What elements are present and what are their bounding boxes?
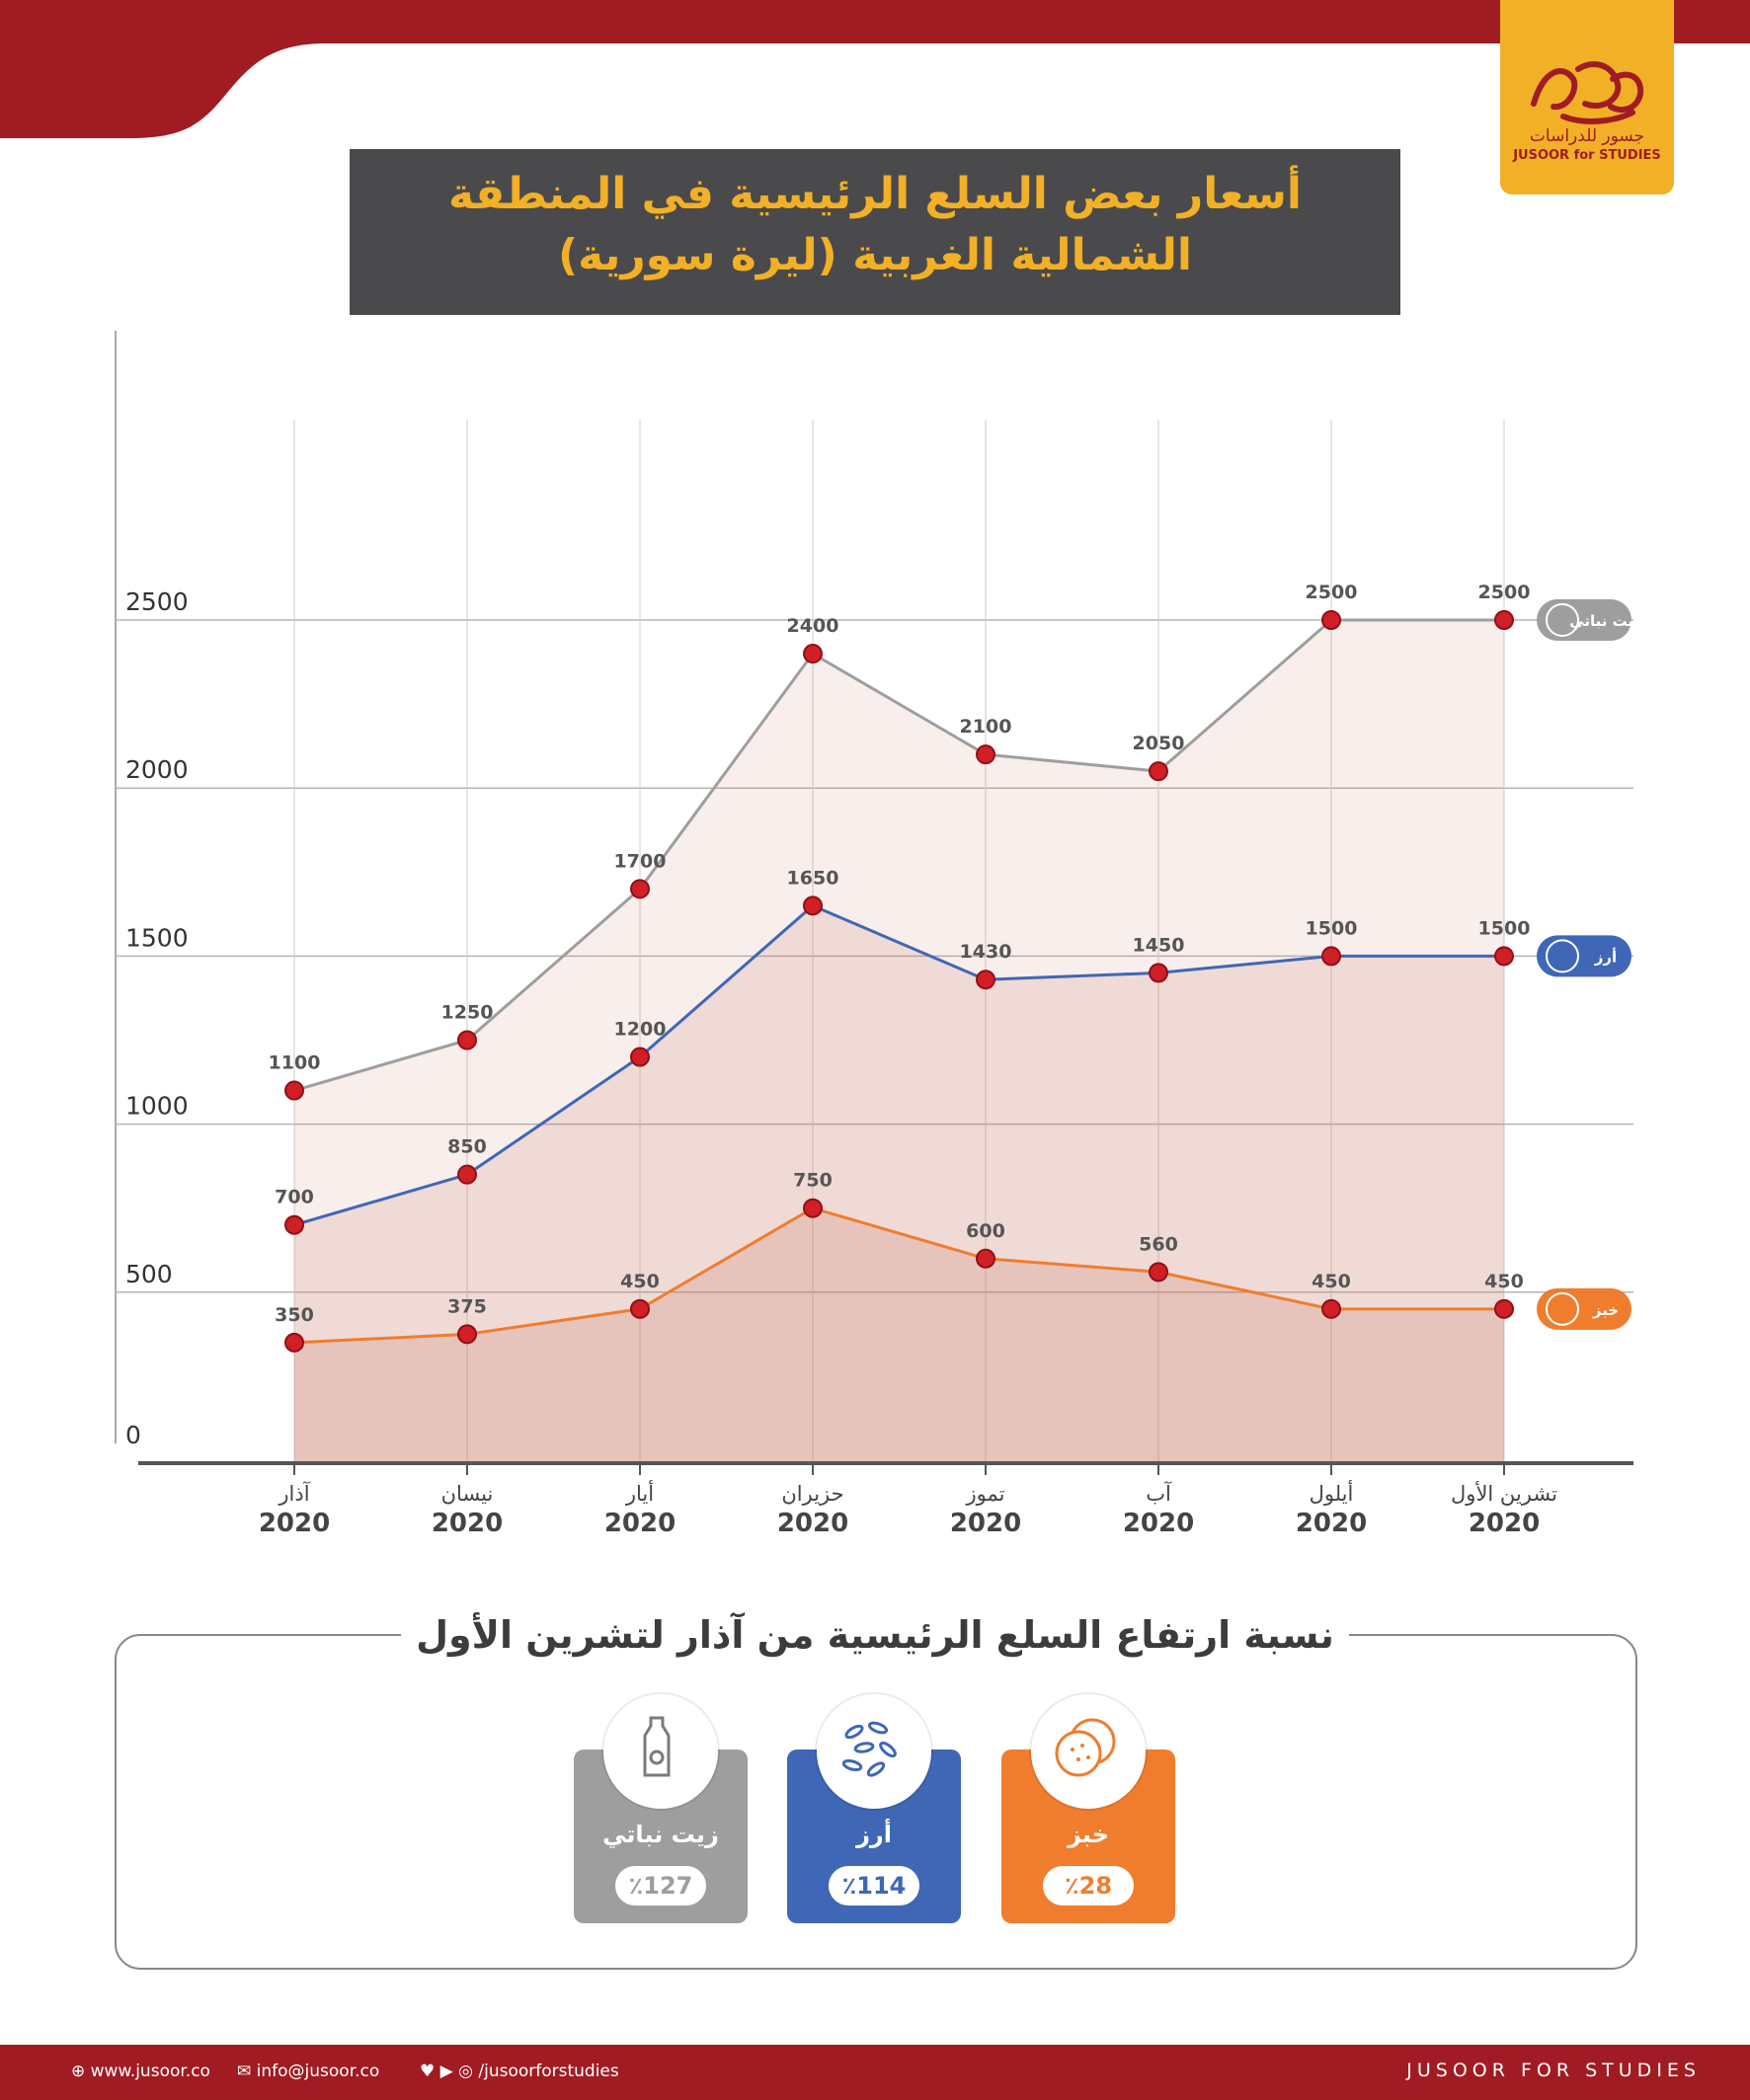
- data-point: [1150, 964, 1167, 981]
- x-tick-year: 2020: [1295, 1509, 1368, 1538]
- x-tick-year: 2020: [1122, 1509, 1195, 1538]
- data-point: [285, 1082, 303, 1100]
- legend-item: [1537, 599, 1642, 641]
- data-label: 450: [620, 1270, 660, 1292]
- logo-name-en: JUSOOR for STUDIES: [1513, 148, 1661, 163]
- data-label: 2500: [1477, 582, 1531, 603]
- card-percent: ٪127: [615, 1866, 706, 1906]
- y-tick-label: 0: [125, 1421, 141, 1449]
- data-label: 2050: [1132, 733, 1185, 755]
- logo[interactable]: [1500, 0, 1674, 194]
- data-label: 850: [447, 1135, 487, 1158]
- mail-icon: ✉: [237, 2061, 252, 2081]
- legend-item: [1537, 1288, 1631, 1330]
- legend-pill: [1537, 935, 1631, 976]
- data-label: 2500: [1305, 582, 1358, 603]
- card-percent: ٪28: [1043, 1866, 1134, 1906]
- logo-name-ar: جسور للدراسات: [1529, 126, 1645, 146]
- data-label: 1700: [613, 850, 667, 873]
- data-point: [1322, 611, 1340, 629]
- data-point: [631, 1049, 649, 1066]
- data-label: 560: [1139, 1233, 1178, 1256]
- chart-title-box: [350, 149, 1400, 315]
- data-point: [631, 1300, 649, 1318]
- data-label: 450: [1312, 1270, 1351, 1292]
- x-tick-year: 2020: [949, 1509, 1022, 1538]
- data-label: 1650: [786, 867, 839, 890]
- data-label: 750: [793, 1169, 833, 1192]
- footer-email[interactable]: ✉ info@jusoor.co: [237, 2061, 380, 2081]
- logo-calligraphy-icon: [1524, 49, 1650, 128]
- percent-section-title: نسبة ارتفاع السلع الرئيسية من آذار لتشرين الأول: [401, 1607, 1349, 1663]
- data-label: 700: [275, 1186, 314, 1208]
- data-label: 1250: [440, 1001, 494, 1024]
- chart-title-line1: أسعار بعض السلع الرئيسية في المنطقة: [448, 169, 1302, 219]
- data-label: 375: [447, 1295, 487, 1318]
- footer-brand: JUSOOR FOR STUDIES: [1406, 2060, 1701, 2081]
- x-tick-year: 2020: [431, 1509, 504, 1538]
- data-point: [977, 1250, 994, 1268]
- data-point: [804, 645, 822, 662]
- social-icons: ♥ ▶ ◎: [420, 2061, 473, 2081]
- legend-label: زيت نباتي: [1569, 612, 1642, 630]
- data-label: 1500: [1477, 917, 1531, 940]
- data-point: [977, 971, 994, 988]
- data-point: [804, 1200, 822, 1217]
- data-point: [1322, 1300, 1340, 1318]
- percent-card: [1001, 1750, 1175, 1923]
- data-point: [631, 880, 649, 897]
- data-point: [458, 1032, 476, 1050]
- data-point: [1150, 1263, 1167, 1281]
- y-tick-label: 1500: [125, 923, 189, 953]
- x-tick-month: أيار: [625, 1482, 655, 1506]
- data-point: [285, 1334, 303, 1352]
- x-tick-year: 2020: [776, 1509, 849, 1538]
- footer-social[interactable]: ♥ ▶ ◎ /jusoorforstudies: [420, 2061, 619, 2081]
- y-tick-label: 2000: [125, 755, 189, 785]
- card-icon-circle: [817, 1694, 931, 1809]
- data-label: 350: [275, 1303, 314, 1326]
- x-tick-month: تموز: [966, 1482, 1005, 1506]
- data-point: [1495, 947, 1513, 965]
- data-label: 1500: [1305, 917, 1358, 940]
- data-label: 1200: [613, 1018, 667, 1041]
- price-chart: [0, 316, 1750, 1540]
- x-tick-month: حزيران: [781, 1482, 844, 1506]
- data-point: [977, 745, 994, 763]
- data-point: [458, 1166, 476, 1184]
- x-tick-month: أيلول: [1309, 1482, 1354, 1506]
- x-tick-year: 2020: [258, 1509, 331, 1538]
- data-point: [1150, 762, 1167, 780]
- data-label: 1450: [1132, 934, 1185, 957]
- globe-icon: ⊕: [71, 2061, 86, 2081]
- data-point: [1495, 611, 1513, 629]
- data-label: 2400: [786, 615, 839, 638]
- data-label: 600: [966, 1219, 1005, 1242]
- legend-item: [1537, 935, 1631, 976]
- data-label: 2100: [959, 716, 1012, 739]
- footer-website[interactable]: ⊕ www.jusoor.co: [71, 2061, 210, 2081]
- data-point: [285, 1216, 303, 1234]
- x-tick-month: نيسان: [440, 1482, 494, 1506]
- footer: [0, 2045, 1750, 2100]
- x-tick-month: آذار: [278, 1482, 310, 1506]
- y-tick-label: 2500: [125, 587, 189, 616]
- x-tick-year: 2020: [1468, 1509, 1541, 1538]
- card-label: خبز: [1067, 1821, 1110, 1848]
- data-point: [1495, 1300, 1513, 1318]
- percent-card: [787, 1750, 961, 1923]
- x-tick-month: آب: [1146, 1482, 1171, 1506]
- data-point: [804, 896, 822, 914]
- data-label: 1430: [959, 941, 1012, 964]
- card-percent: ٪114: [829, 1866, 919, 1906]
- data-point: [458, 1325, 476, 1343]
- x-tick-month: تشرين الأول: [1451, 1482, 1557, 1506]
- legend-label: خبز: [1592, 1300, 1620, 1319]
- data-label: 1100: [268, 1051, 321, 1074]
- data-label: 450: [1484, 1270, 1524, 1292]
- percent-card: [574, 1750, 748, 1923]
- legend-label: أرز: [1594, 948, 1618, 967]
- x-tick-year: 2020: [603, 1509, 676, 1538]
- card-icon-circle: [603, 1694, 718, 1809]
- y-tick-label: 500: [125, 1259, 173, 1288]
- card-icon-circle: [1031, 1694, 1146, 1809]
- card-label: أرز: [856, 1821, 892, 1848]
- card-label: زيت نباتي: [602, 1821, 719, 1848]
- data-point: [1322, 947, 1340, 965]
- chart-title-line2: الشمالية الغربية (ليرة سورية): [558, 230, 1192, 280]
- y-tick-label: 1000: [125, 1091, 189, 1121]
